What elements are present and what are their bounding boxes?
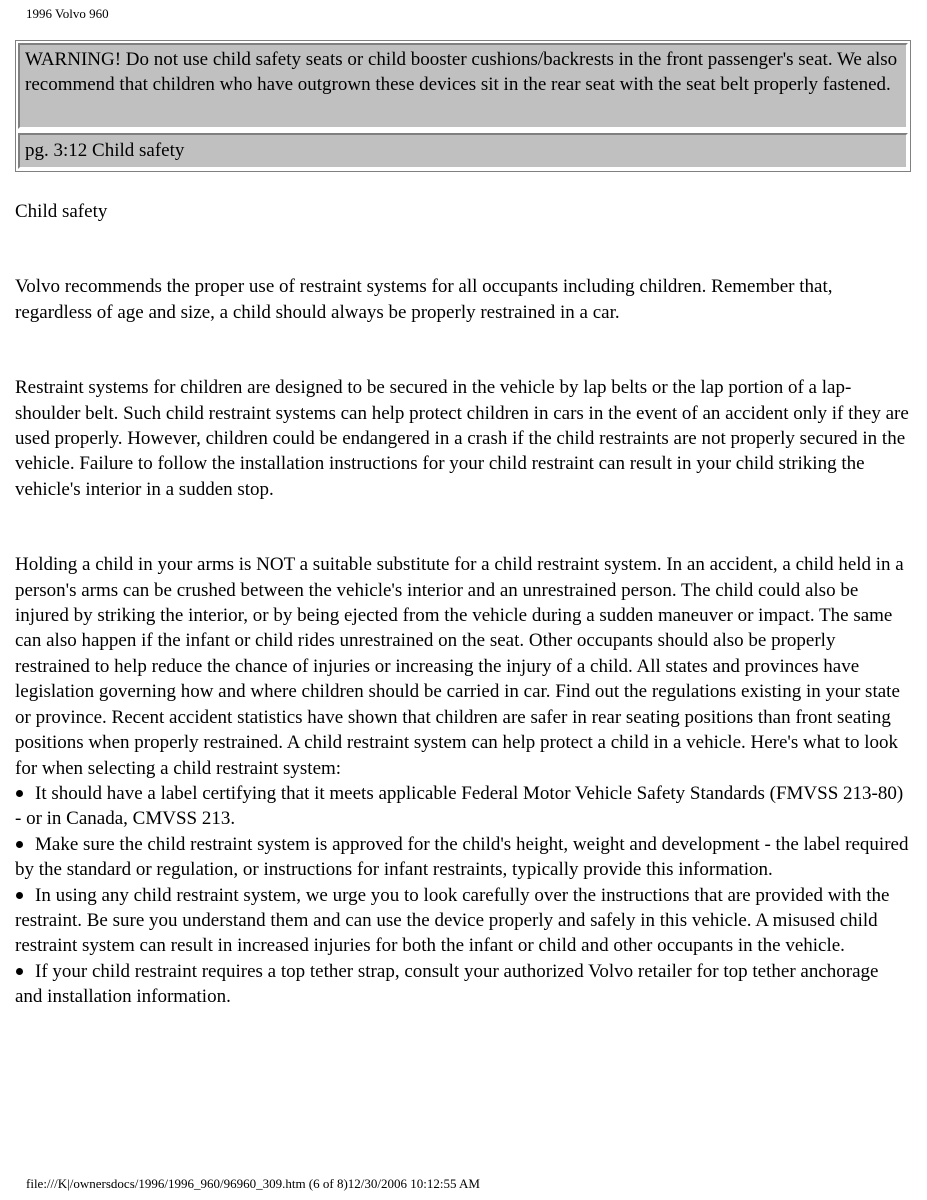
page-footer-path: file:///K|/ownersdocs/1996/1996_960/96960_309.htm (6 of 8)12/30/2006 10:12:55 AM <box>26 1176 480 1191</box>
bullet-icon <box>16 892 23 899</box>
notice-table <box>15 40 911 172</box>
page-reference: pg. 3:12 Child safety <box>18 133 908 169</box>
section-heading: Child safety <box>15 201 108 222</box>
bullet-icon <box>16 841 23 848</box>
paragraph-restraint-systems: Restraint systems for children are designed to be secured in the vehicle by lap belts or the lap portion of a lap-shoulder belt. Such child restraint systems can help protect children in cars in the event of an accident only if they are used properly. However, children could be endangered in a crash if the child restraints are not properly secured in the vehicle. Failure to follow the installation instructions for your child restraint can result in your child striking the vehicle's interior in a sudden stop. <box>15 377 909 500</box>
list-item-text: Make sure the child restraint system is approved for the child's height, weight and development - the label required by the standard or regulation, or instructions for infant restraints, typically provide this information. <box>15 833 909 881</box>
paragraph-holding-child: Holding a child in your arms is NOT a suitable substitute for a child restraint system. In an accident, a child held in a person's arms can be crushed between the vehicle's interior and an unrestrained person. The child could also be injured by striking the interior, or by being ejected from the vehicle during a sudden maneuver or impact. The same can also happen if the infant or child rides unrestrained on the seat. Other occupants should also be properly restrained to help reduce the chance of injuries or increasing the injury of a child. All states and provinces have legislation governing how and where children should be carried in car. Find out the regulations existing in your state or province. Recent accident statistics have shown that children are safer in rear seating positions than front seating positions when properly restrained. A child restraint system can help protect a child in a vehicle. Here's what to look for when selecting a child restraint system: <box>15 554 904 779</box>
list-item <box>15 832 910 883</box>
list-item <box>15 959 910 1010</box>
paragraph-intro: Volvo recommends the proper use of restraint systems for all occupants including children. Remember that, regardless of age and size, a child should always be properly restrained in a car. <box>15 276 833 323</box>
list-item-text: If your child restraint requires a top tether strap, consult your authorized Volvo retailer for top tether anchorage and installation information. <box>15 960 879 1008</box>
list-item-text: It should have a label certifying that it meets applicable Federal Motor Vehicle Safety Standards (FMVSS 213-80) - or in Canada, CMVSS 213. <box>15 782 904 830</box>
list-item-text: In using any child restraint system, we urge you to look carefully over the instructions that are provided with the restraint. Be sure you understand them and can use the device properly and safely in this vehicle. A misused child restraint system can result in increased injuries for both the infant or child and other occupants in the vehicle. <box>15 884 890 957</box>
bullet-icon <box>16 790 23 797</box>
main-content <box>15 199 910 1010</box>
list-item <box>15 883 910 959</box>
list-item <box>15 781 910 832</box>
page-header-title: 1996 Volvo 960 <box>26 6 109 21</box>
bullet-list <box>15 781 910 1010</box>
bullet-icon <box>16 968 23 975</box>
warning-box: WARNING! Do not use child safety seats or child booster cushions/backrests in the front passenger's seat. We also recommend that children who have outgrown these devices sit in the rear seat with the seat belt properly fastened. <box>18 43 908 129</box>
